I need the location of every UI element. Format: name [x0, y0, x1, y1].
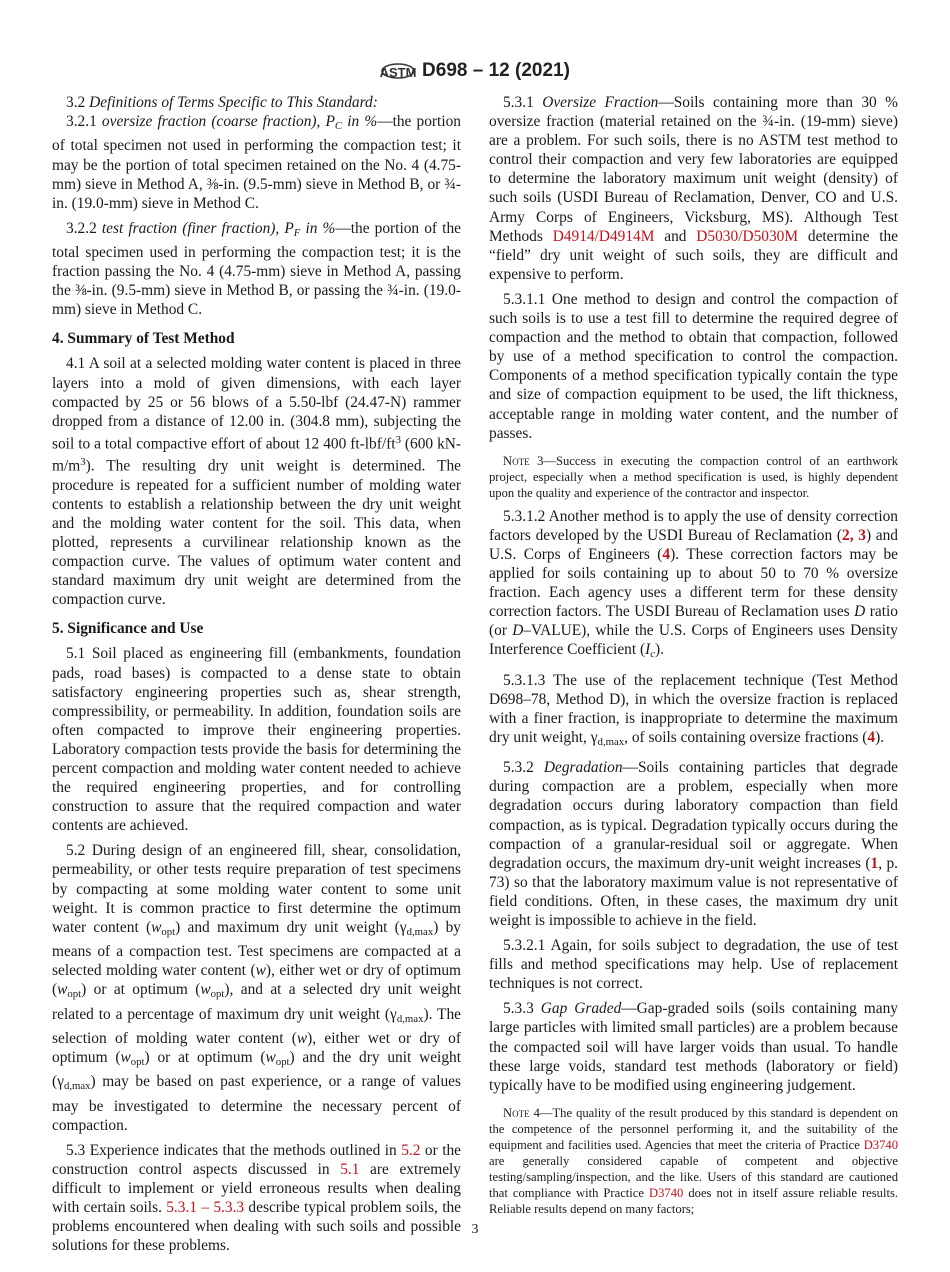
paragraph	[52, 1141, 461, 1256]
text-run: opt	[210, 988, 225, 1001]
text-run: Oversize Fraction	[542, 94, 659, 111]
text-run: ) by means of a compaction test. Test specimens are compacted at a selected molding water content (	[52, 918, 461, 980]
text-run: opt	[67, 988, 82, 1001]
text-run: describe typical problem soils, the problems encountered when dealing with such soils and possible solutions for these problems.	[52, 1199, 461, 1255]
paragraph	[52, 354, 461, 609]
text-run: oversize fraction (coarse fraction), P	[101, 113, 335, 131]
text-run: ).	[655, 641, 664, 659]
paragraph	[489, 758, 898, 930]
text-run: —Soils containing particles that degrade during compaction are a problem, especially when more degradation occurs during laboratory compaction than field compaction, as is typical. Degradation typically occurs during the compaction of a granular-residual soil or aggregate. When degradation occurs, the maximum dry-unit weight increases (	[489, 759, 898, 872]
text-run: Note	[503, 453, 530, 468]
text-run: —Gap-graded soils (soils containing many large particles with limited small particles) are a problem because the compacted soil will have larger voids than usual. To handle these large voids, standard test methods (laboratory or field) typically have to be modified using engineering judgement.	[489, 1000, 898, 1094]
text-run: Note	[503, 1105, 530, 1120]
text-run: 4. Summary of Test Method	[52, 330, 235, 348]
text-run: are generally considered capable of competent and objective testing/sampling/inspection, and the like. Users of this standard are cautioned that compliance with Practice	[489, 1153, 898, 1200]
text-run: 3.2.1	[66, 113, 102, 131]
text-run: (600 kN-m/m	[52, 435, 462, 475]
text-run: d,max	[597, 736, 625, 749]
text-run: ) and the dry unit weight (γ	[52, 1048, 461, 1091]
note-paragraph	[489, 453, 898, 501]
reference-link[interactable]: D4914/D4914M	[552, 227, 655, 245]
text-run: opt	[275, 1056, 290, 1069]
svg-text:ASTM: ASTM	[380, 65, 417, 80]
text-run: 5.3.2	[503, 759, 544, 777]
paragraph	[52, 219, 461, 320]
text-run: 5.3.1.2 Another method is to apply the use of density correction factors developed by the USDI Bureau of Reclamation (	[489, 507, 898, 544]
text-run: Degradation	[543, 759, 623, 777]
text-run: ), either wet or dry of optimum (	[52, 1029, 461, 1066]
text-run: opt	[161, 925, 176, 938]
text-run: D	[512, 622, 524, 640]
text-run: or the construction control aspects discussed in	[52, 1141, 461, 1178]
left-column	[52, 93, 461, 1261]
text-run: , of soils containing oversize fractions (	[624, 728, 868, 746]
text-run: ), either wet or dry of optimum (	[52, 962, 461, 999]
text-run: w	[255, 962, 266, 980]
text-run: 5.3.1.3 The use of the replacement technique (Test Method D698–78, Method D), in which the oversize fraction is replaced with a finer fraction, is inappropriate to determine the maximum dry unit weight, γ	[489, 671, 898, 746]
text-run: d,max	[63, 1080, 91, 1093]
text-run: does not in itself assure reliable results. Reliable results depend on many factors;	[489, 1185, 899, 1216]
page-header	[0, 56, 950, 86]
text-run: 5. Significance and Use	[52, 620, 204, 638]
page-number: 3	[471, 1222, 479, 1237]
text-run: 5.3.3	[503, 1000, 541, 1018]
paragraph	[489, 507, 898, 665]
paragraph	[489, 999, 898, 1094]
paragraph	[489, 936, 898, 993]
paragraph	[52, 841, 461, 1134]
text-run: 5.3.1.1 One method to design and control the compaction of such soils is to use a test fill to determine the required degree of compaction and the method to obtain that compaction, followed by use of a method specification to control the compaction. Components of a method specification typically contain the type and size of compaction equipment to be used, the lift thickness, acceptable range in molding water content, and the number of passes.	[489, 290, 898, 442]
reference-link[interactable]: D3740	[649, 1185, 684, 1200]
text-run: c	[650, 648, 656, 661]
text-run: Gap Graded	[540, 1000, 622, 1018]
text-run: –VALUE), while the U.S. Corps of Engineers uses Density Interference Coefficient (	[489, 622, 898, 659]
text-run: Definitions of Terms Specific to This Standard:	[89, 94, 378, 111]
text-run: 4.1 A soil at a selected molding water content is placed in three layers into a mold of given dimensions, with each layer compacted by 25 or 56 blows of a 5.50-lbf (24.47-N) rammer dropped from a distance of 12.00 in. (304.8 mm), subjecting the soil to a total compactive effort of about 12 400 ft-lbf/ft	[52, 355, 461, 453]
text-run: D	[854, 603, 866, 621]
text-run: ) and maximum dry unit weight (γ	[175, 918, 407, 936]
paragraph	[489, 671, 898, 753]
text-run: 3	[395, 433, 401, 446]
document-id: D698 – 12 (2021)	[422, 60, 570, 81]
paragraph	[52, 644, 461, 835]
reference-link[interactable]: 1	[870, 854, 879, 872]
paragraph	[52, 112, 461, 213]
text-run: d,max	[396, 1012, 424, 1025]
text-run: test fraction (finer fraction), P	[101, 219, 294, 237]
text-run: w	[120, 1048, 131, 1066]
text-run: 5.1 Soil placed as engineering fill (embankments, foundation pads, road bases) is compacted to a dense state to obtain satisfactory engineering properties such as, shear strength, compressibility, or permeability. In addition, foundation soils are often compacted to improve their engineering properties. Laboratory compaction tests provide the basis for determining the percent compaction and molding water content needed to achieve the required engineering properties, and for controlling construction to assure that the required compaction and water contents are achieved.	[52, 645, 461, 835]
text-run: 3—Success in executing the compaction control of an earthwork project, especially when a method specification is used, is highly dependent upon the quality and experience of the contractor and inspector.	[489, 453, 898, 500]
text-run: ) or at optimum (	[81, 981, 201, 999]
text-run: in %	[342, 113, 378, 131]
note-paragraph	[489, 1105, 898, 1217]
reference-link[interactable]: 4	[662, 545, 671, 563]
text-run: , p. 73) so that the laboratory maximum value is not representative of field conditions. Often, in these cases, the maximum dry unit weight is impossible to achieve in the field.	[489, 854, 898, 929]
reference-link[interactable]: D5030/D5030M	[696, 227, 799, 245]
text-run: —the portion of the total specimen used in performing the compaction test; it is the fraction passing the No. 4 (4.75-mm) sieve in Method A, passing the ⅜-in. (9.5-mm) sieve in Method B, or passing the ¾-in. (19.0-mm) sieve in Method C.	[52, 219, 461, 319]
reference-link[interactable]: 5.3.1 – 5.3.3	[166, 1199, 245, 1217]
text-run: ) or at optimum (	[144, 1048, 266, 1066]
text-run: 5.3.1	[503, 94, 543, 111]
paragraph	[489, 290, 898, 443]
text-run: C	[334, 120, 343, 133]
text-run: 4—The quality of the result produced by this standard is dependent on the competence of the personnel performing it, and the suitability of the equipment and facilities used. Agencies that meet the criteria of Practice	[489, 1105, 898, 1152]
text-run: ) and U.S. Corps of Engineers (	[489, 526, 898, 563]
right-column	[489, 93, 898, 1223]
text-run: w	[200, 981, 211, 999]
reference-link[interactable]: 5.1	[340, 1160, 360, 1178]
text-run: 5.3 Experience indicates that the methods outlined in	[66, 1141, 402, 1159]
text-run: are extremely difficult to implement or yield erroneous results when dealing with certain soils.	[52, 1160, 461, 1217]
text-run: w	[296, 1029, 308, 1047]
text-run: ratio (or	[489, 603, 898, 640]
section-heading	[52, 329, 461, 348]
text-run: 3.2	[66, 94, 90, 111]
text-run: ). These correction factors may be applied for soils containing up to about 50 to 70 % oversize fraction. Each agency uses a different term for these density correction factors. The USDI Bureau of Reclamation uses	[489, 545, 898, 621]
text-run: ). The selection of molding water content (	[52, 1005, 461, 1047]
text-run: opt	[130, 1056, 145, 1069]
text-run: 5.3.2.1 Again, for soils subject to degradation, the use of test fills and method specifications may help. Use of replacement techniques is not correct.	[489, 937, 898, 993]
text-run: ) may be based on past experience, or a range of values may be investigated to determine the necessary percent of compaction.	[52, 1073, 461, 1134]
text-run: I	[645, 641, 651, 659]
paragraph	[52, 93, 461, 112]
text-run: and	[654, 227, 697, 245]
reference-link[interactable]: D3740	[863, 1137, 898, 1152]
text-run: w	[151, 918, 162, 936]
text-run: in %	[300, 219, 336, 237]
text-run: 3	[80, 456, 86, 469]
text-run: —Soils containing more than 30 % oversize fraction (material retained on the ¾-in. (19-mm) sieve) are a problem. For such soils, there is no ASTM test method to control their compaction and very few laboratories are equipped to determine the laboratory maximum unit weight (density) of such soils (USDI Bureau of Reclamation, Denver, CO and U.S. Army Corps of Engineers, Vicksburg, MS). Although Test Methods	[489, 94, 898, 245]
paragraph	[489, 93, 898, 284]
reference-link[interactable]: 5.2	[401, 1141, 421, 1159]
text-run: ).	[875, 728, 885, 746]
section-heading	[52, 619, 461, 638]
text-run: determine the “field” dry unit weight of such soils, they are difficult and expensive to perform.	[489, 227, 899, 283]
text-run: 5.2 During design of an engineered fill, shear, consolidation, permeability, or other tests require preparation of test specimens by compacting at some molding water content to some unit weight. It is common practice to first determine the optimum water content (	[52, 842, 461, 936]
text-run: d,max	[406, 925, 434, 938]
text-run: —the portion of total specimen not used in performing the compaction test; it may be the portion of total specimen retained on the No. 4 (4.75-mm) sieve in Method A, ⅜-in. (9.5-mm) sieve in Method B, or ¾-in. (19.0-mm) sieve in Method C.	[52, 113, 461, 212]
text-run: ), and at a selected dry unit weight related to a percentage of maximum dry unit weight (γ	[52, 981, 461, 1023]
text-run: 3.2.2	[66, 219, 102, 237]
text-run: w	[265, 1048, 276, 1066]
text-run: ). The resulting dry unit weight is determined. The procedure is repeated for a sufficient number of molding water contents to establish a relationship between the dry unit weight and the molding water content for the soil. This data, when plotted, represents a curvilinear relationship known as the compaction curve. The values of optimum water content and standard maximum dry unit weight are determined from the compaction curve.	[52, 457, 461, 609]
reference-link[interactable]: 2, 3	[842, 526, 866, 544]
astm-logo	[380, 56, 416, 86]
text-run: F	[293, 227, 301, 239]
text-run: w	[57, 981, 68, 999]
reference-link[interactable]: 4	[867, 728, 876, 746]
